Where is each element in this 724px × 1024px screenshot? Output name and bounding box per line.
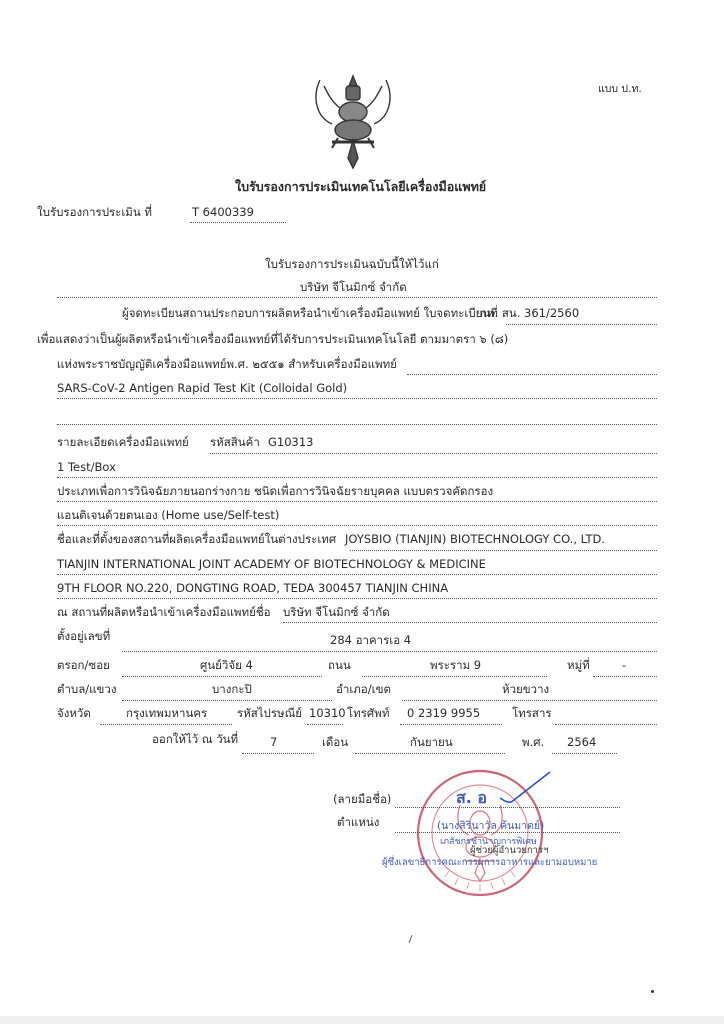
divider: [57, 477, 657, 478]
foreign-mfr-name: JOYSBIO (TIANJIN) BIOTECHNOLOGY CO., LTD.: [345, 532, 605, 546]
soi-label: ตรอก/ซอย: [57, 658, 110, 672]
cert-no-label: ใบรับรองการประเมิน ที่: [37, 205, 152, 219]
foreign-mfr-label: ชื่อและที่ตั้งของสถานที่ผลิตเครื่องมือแพทย์ในต่างประเทศ: [57, 532, 337, 546]
packaging: 1 Test/Box: [57, 460, 116, 474]
position-line: [395, 832, 620, 833]
house-no: 284 อาคารเอ 4: [330, 633, 412, 647]
registration-no: กท. สน. 361/2560: [480, 306, 580, 320]
divider: [555, 724, 657, 725]
phone-label: โทรศัพท์: [347, 706, 390, 720]
issued-label: ออกให้ไว้ ณ วันที่: [152, 732, 239, 746]
divider: [593, 676, 657, 677]
purpose-text: เพื่อแสดงว่าเป็นผู้ผลิตหรือนำเข้าเครื่องมือแพทย์ที่ได้รับการประเมินเทคโนโลยี ตามมาตรา ๖ (๘): [37, 332, 509, 346]
issued-to-label: ใบรับรองการประเมินฉบับนี้ให้ไว้แก่: [265, 257, 439, 271]
subdistrict: บางกะปิ: [212, 682, 252, 696]
district: ห้วยขวาง: [502, 682, 550, 696]
document-title: ใบรับรองการประเมินเทคโนโลยีเครื่องมือแพทย์: [235, 179, 487, 194]
registrant-text: ผู้จดทะเบียนสถานประกอบการผลิตหรือนำเข้าเครื่องมือแพทย์ ใบจดทะเบียนที่: [122, 306, 498, 320]
divider: [400, 724, 502, 725]
divider: [402, 700, 657, 701]
road-label: ถนน: [328, 658, 351, 672]
issue-year: 2564: [567, 735, 597, 749]
scan-speck: [651, 990, 654, 993]
foreign-mfr-addr-1: TIANJIN INTERNATIONAL JOINT ACADEMY OF BIOTECHNOLOGY & MEDICINE: [57, 557, 486, 571]
foreign-mfr-addr-2: 9TH FLOOR NO.220, DONGTING ROAD, TEDA 300457 TIANJIN CHINA: [57, 581, 449, 595]
moo-label: หมู่ที่: [567, 658, 590, 672]
divider: [283, 622, 657, 623]
house-no-label: ตั้งอยู่เลขที่: [57, 629, 111, 643]
acting-for: ผู้ช่วยผู้อำนวยการฯ: [470, 845, 549, 856]
signature-initials: ส. อ: [456, 788, 488, 807]
signer-title: เภสัชกรชำนาญการพิเศษ: [440, 837, 537, 847]
divider: [57, 598, 657, 599]
local-site-label: ณ สถานที่ผลิตหรือนำเข้าเครื่องมือแพทย์ชื่อ: [57, 605, 271, 619]
divider: [407, 374, 657, 375]
type-text-1: ประเภทเพื่อการวินิจฉัยภายนอกร่างกาย ชนิดเพื่อการวินิจฉัยรายบุคคล แบบตรวจคัดกรอง: [57, 484, 494, 498]
district-label: อำเภอ/เขต: [336, 682, 391, 696]
divider: [210, 453, 657, 454]
form-code: แบบ ป.ท.: [598, 83, 642, 95]
moo: -: [622, 658, 627, 672]
company-name: บริษัท จีโนมิกซ์ จำกัด: [300, 280, 407, 294]
divider: [190, 222, 286, 223]
fax-label: โทรสาร: [512, 706, 552, 720]
device-detail-label: รายละเอียดเครื่องมือแพทย์: [57, 435, 189, 449]
soi: ศูนย์วิจัย 4: [200, 658, 253, 672]
divider: [57, 398, 657, 399]
divider: [122, 676, 322, 677]
divider: [506, 324, 657, 325]
divider: [242, 753, 314, 754]
signer-name: (นางสิรินาวัล ค้นมาตย์): [437, 820, 545, 832]
divider: [307, 724, 343, 725]
signature-label: (ลายมือชื่อ): [333, 792, 392, 806]
divider: [57, 525, 657, 526]
postcode: 10310: [309, 706, 346, 720]
scan-mark: [409, 935, 413, 943]
issue-day: 7: [270, 735, 278, 749]
authority-text: ผู้ซึ่งเลขาธิการคณะกรรมการอาหารและยามอบหมาย: [382, 857, 598, 868]
divider: [122, 651, 657, 652]
divider: [355, 753, 505, 754]
road: พระราม 9: [430, 658, 482, 672]
product-code: G10313: [268, 435, 314, 449]
province: กรุงเทพมหานคร: [126, 706, 208, 720]
province-label: จังหวัด: [57, 706, 91, 720]
subdistrict-label: ตำบล/แขวง: [57, 682, 117, 696]
divider: [552, 753, 617, 754]
local-site-name: บริษัท จีโนมิกซ์ จำกัด: [283, 605, 390, 619]
month-label: เดือน: [322, 735, 349, 749]
divider: [350, 550, 657, 551]
divider: [122, 700, 332, 701]
divider: [362, 676, 547, 677]
garuda-emblem-icon: [310, 72, 396, 172]
position-label: ตำแหน่ง: [337, 815, 380, 829]
page-bottom-edge: [0, 1016, 724, 1024]
phone: 0 2319 9955: [407, 706, 481, 720]
type-text-2: แอนติเจนด้วยตนเอง (Home use/Self-test): [57, 508, 280, 522]
product-code-label: รหัสสินค้า: [210, 435, 260, 449]
divider: [57, 501, 657, 502]
act-text: แห่งพระราชบัญญัติเครื่องมือแพทย์พ.ศ. ๒๕๕๑ สำหรับเครื่องมือแพทย์: [57, 357, 397, 371]
cert-no-value: T 6400339: [192, 205, 254, 219]
divider: [57, 297, 657, 298]
divider: [57, 424, 657, 425]
year-label: พ.ศ.: [522, 735, 545, 749]
divider: [100, 724, 232, 725]
device-name: SARS-CoV-2 Antigen Rapid Test Kit (Colloidal Gold): [57, 381, 348, 395]
issue-month: กันยายน: [410, 735, 453, 749]
postcode-label: รหัสไปรษณีย์: [237, 706, 303, 720]
signature-stroke-icon: [498, 768, 558, 808]
divider: [57, 574, 657, 575]
